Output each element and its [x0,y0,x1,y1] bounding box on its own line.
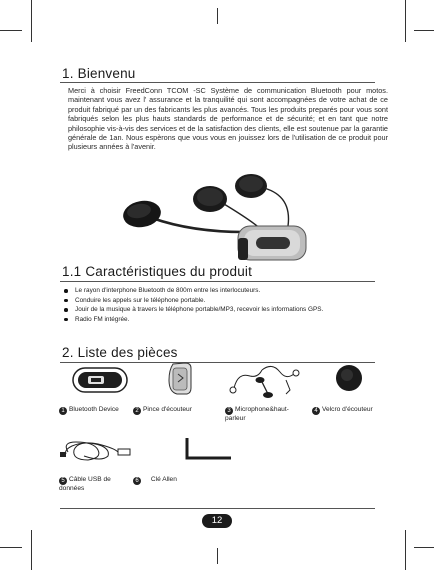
crop-mark-tr-v [405,0,406,42]
part-number: 3 [225,407,233,415]
part-number: 6 [133,477,141,485]
crop-mark-tl-v [31,0,32,42]
part-label: Bluetooth Device [69,406,119,413]
section-1-1-title: 1.1 Caractéristiques du produit [62,264,253,279]
part-5-usb-cable-image [58,436,132,466]
feature-item: Radio FM intégrée. [62,315,392,325]
part-caption [225,406,305,423]
page-number: 12 [202,514,232,528]
part-1-bluetooth-device-image [72,366,128,394]
section-2-title: 2. Liste des pièces [62,345,178,360]
section-2-rule [60,362,375,363]
part-caption [59,476,121,493]
crop-mark-top-center [217,8,218,24]
part-4-velcro-image [335,364,363,392]
section-1-title: 1. Bienvenu [62,66,136,81]
part-caption [59,406,129,415]
part-2-earpiece-clip-image [165,360,197,398]
feature-list [62,286,392,324]
crop-mark-br-h [414,547,434,548]
part-label: Clé Allen [150,476,177,483]
part-number: 2 [133,407,141,415]
part-caption [312,406,402,415]
part-6-allen-key-image [184,434,234,464]
headset-illustration [112,166,312,262]
part-number: 4 [312,407,320,415]
part-label: Microphone&haut-parleur [225,406,289,422]
feature-item: Jouir de la musique à travers le téléphone portable/MP3, recevoir les informations GPS. [62,305,392,315]
part-3-microphone-speaker-image [228,358,304,400]
crop-mark-tl-h [0,30,22,31]
crop-mark-bl-v [31,530,32,570]
section-1-rule [60,82,375,83]
bluetooth-device-illustration [238,226,306,260]
section-1-text: Merci à choisir FreedConn TCOM -SC Système de communication Bluetooth pour motos. maintenant vous avez l' assurance et la tranquilité qui sont accompagnées de votre achat de ce produit fabriqué par un des fabricants les plus avancés. Tous les produits preparés pour vous sont fabriqués selon les plus hauts standards de performance et de sécurité; et en tant que notre philosophie vis-à-vis des services et de la satisfaction des clients, elle est soutenue par la garantie générale de 1an. Nous espèrons que vous vous en jouissez lors de l'utilisation de ce produit pour plusieurs années à l'avenir. [68,86,388,152]
part-label: Câble USB de données [59,476,111,492]
part-caption [133,406,213,415]
crop-mark-tr-h [414,30,434,31]
feature-item: Le rayon d'interphone Bluetooth de 800m entre les interlocuteurs. [62,286,392,296]
footer-rule [60,508,375,509]
part-label: Pince d'écouteur [143,406,192,413]
part-caption [133,476,213,485]
crop-mark-bottom-center [217,548,218,564]
crop-mark-bl-h [0,547,22,548]
crop-mark-br-v [405,530,406,570]
part-number: 1 [59,407,67,415]
section-1-1-rule [60,281,375,282]
part-number: 5 [59,477,67,485]
part-label: Velcro d'écouteur [322,406,373,413]
headset-earpieces [193,174,267,212]
feature-item: Conduire les appels sur le téléphone portable. [62,296,392,306]
